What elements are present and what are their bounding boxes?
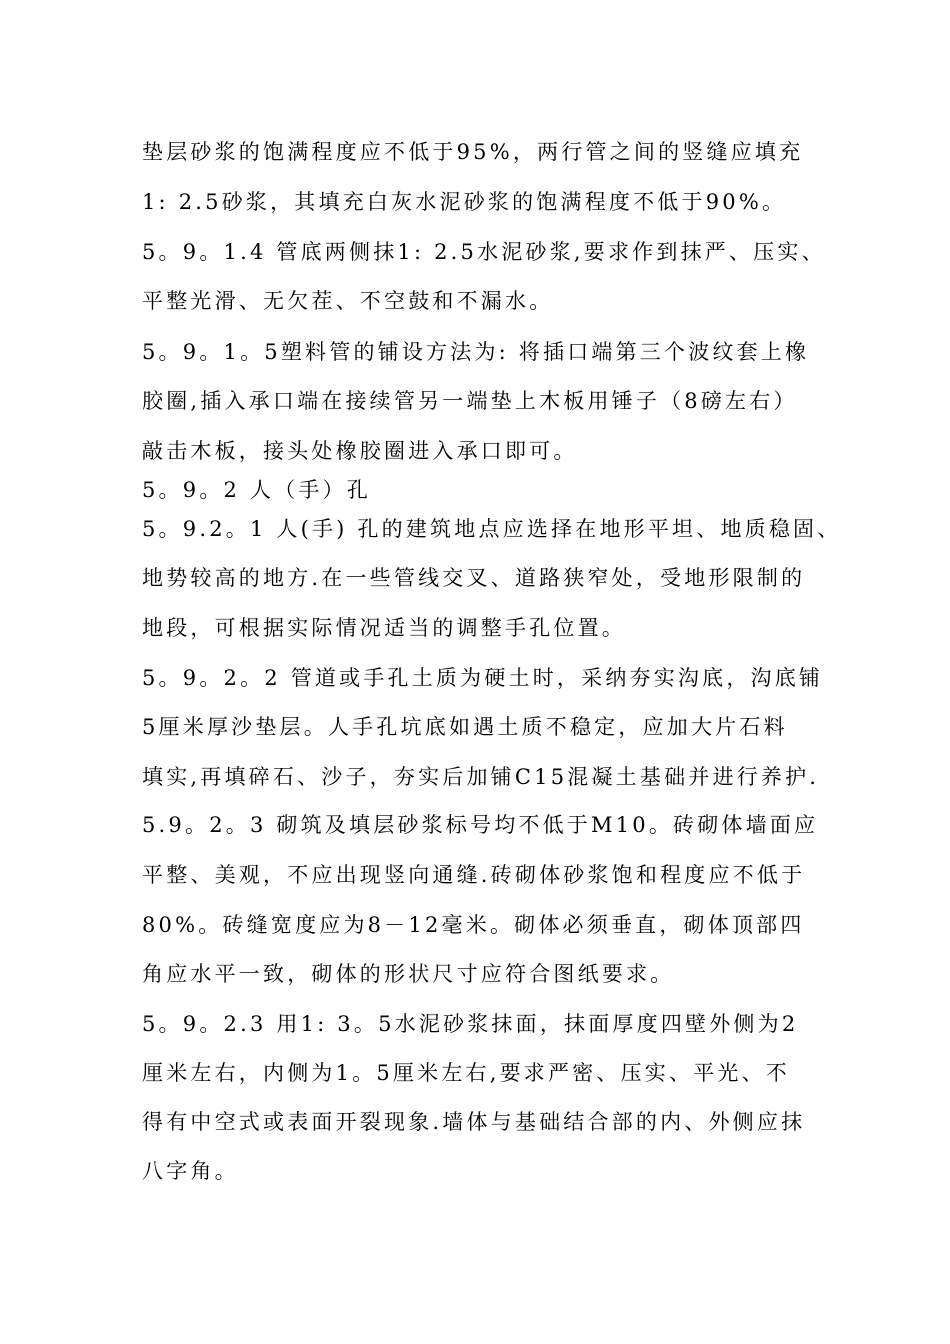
text-line: 地段，可根据实际情况适当的调整手孔位置。 [142,616,626,640]
text-line: 垫层砂浆的饱满程度应不低于95%，两行管之间的竖缝应填充 [142,140,804,164]
text-line: 厘米左右，内侧为1。5厘米左右,要求严密、压实、平光、不 [142,1061,790,1085]
text-line: 敲击木板，接头处橡胶圈进入承口即可。 [142,439,578,463]
text-line: 5。9。1。5塑料管的铺设方法为: 将插口端第三个波纹套上橡 [142,340,810,364]
text-line: 80%。砖缝宽度应为8－12毫米。砌体必须垂直，砌体顶部四 [142,913,805,937]
text-line: 填实,再填碎石、沙子，夯实后加铺C15混凝土基础并进行养护. [142,765,820,789]
text-line: 平整光滑、无欠茬、不空鼓和不漏水。 [142,289,554,313]
text-line: 胶圈,插入承口端在接续管另一端垫上木板用锤子（8磅左右） [142,389,798,413]
section-heading: 5。9。2 人（手）孔 [142,478,371,502]
text-line: 地势较高的地方.在一些管线交叉、道路狭窄处，受地形限制的 [142,566,806,590]
text-line: 得有中空式或表面开裂现象.墙体与基础结合部的内、外侧应抹 [142,1110,806,1134]
text-line: 5.9。2。3 砌筑及填层砂浆标号均不低于M10。砖砌体墙面应 [142,813,819,837]
text-line: 1: 2.5砂浆，其填充白灰水泥砂浆的饱满程度不低于90%。 [142,190,787,214]
text-line: 5。9。2。2 管道或手孔土质为硬土时，采纳夯实沟底，沟底铺 [142,666,824,690]
text-line: 5。9。2.3 用1: 3。5水泥砂浆抹面，抹面厚度四壁外侧为2 [142,1012,799,1036]
text-line: 5厘米厚沙垫层。人手孔坑底如遇土质不稳定，应加大片石料 [142,715,788,739]
text-line: 平整、美观，不应出现竖向通缝.砖砌体砂浆饱和程度应不低于 [142,863,806,887]
text-line: 角应水平一致，砌体的形状尺寸应符合图纸要求。 [142,962,675,986]
text-line: 5。9。1.4 管底两侧抹1: 2.5水泥砂浆,要求作到抹严、压实、 [142,240,826,264]
text-line: 5。9.2。1 人(手) 孔的建筑地点应选择在地形平坦、地质稳固、 [142,517,842,541]
text-line: 八字角。 [142,1159,239,1183]
